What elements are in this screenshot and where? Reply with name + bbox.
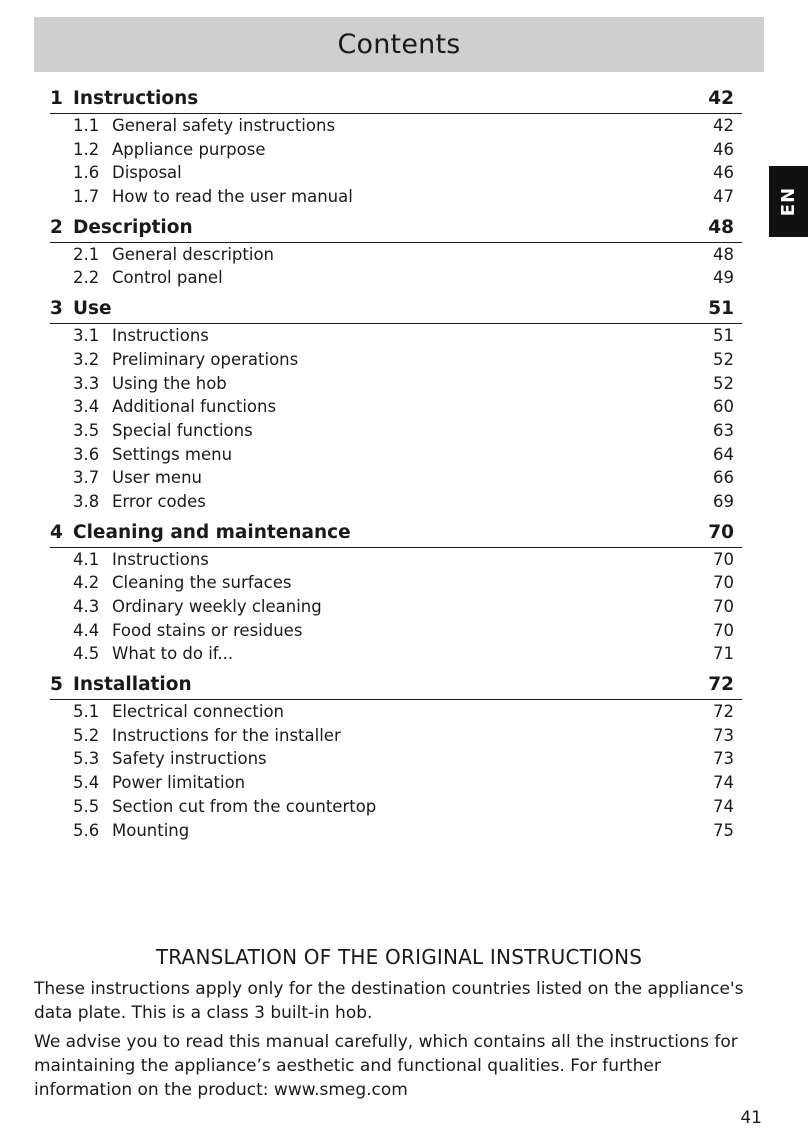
item-number: 3.5 bbox=[73, 420, 100, 440]
item-number: 4.5 bbox=[73, 644, 100, 664]
item-page: 46 bbox=[713, 139, 734, 159]
item-title: What to do if... bbox=[112, 644, 234, 664]
item-number: 3.8 bbox=[73, 491, 100, 511]
section-page: 42 bbox=[708, 88, 734, 109]
section-page: 48 bbox=[708, 216, 734, 238]
item-title: General safety instructions bbox=[112, 116, 336, 135]
item-page: 75 bbox=[713, 820, 734, 840]
item-title: Safety instructions bbox=[112, 749, 267, 769]
item-title: Using the hob bbox=[112, 373, 227, 393]
item-page: 46 bbox=[713, 163, 734, 183]
toc-section bbox=[50, 214, 742, 290]
item-page: 42 bbox=[713, 116, 734, 135]
item-title: User menu bbox=[112, 468, 202, 488]
item-page: 51 bbox=[713, 326, 734, 346]
item-title: Food stains or residues bbox=[112, 620, 303, 640]
section-number: 5 bbox=[50, 674, 63, 696]
toc-section bbox=[50, 519, 742, 666]
item-number: 3.2 bbox=[73, 349, 100, 369]
toc-item[interactable] bbox=[50, 724, 742, 748]
toc-section-heading[interactable] bbox=[50, 519, 742, 548]
item-title: Section cut from the countertop bbox=[112, 796, 377, 816]
item-page: 70 bbox=[713, 549, 734, 569]
item-page: 71 bbox=[713, 644, 734, 664]
item-page: 52 bbox=[713, 349, 734, 369]
item-page: 60 bbox=[713, 397, 734, 417]
item-page: 74 bbox=[713, 796, 734, 816]
item-title: How to read the user manual bbox=[112, 187, 353, 207]
item-number: 5.5 bbox=[73, 796, 100, 816]
item-title: Additional functions bbox=[112, 397, 277, 417]
page-number: 41 bbox=[740, 1108, 762, 1128]
item-number: 4.2 bbox=[73, 573, 100, 593]
item-page: 48 bbox=[713, 244, 734, 264]
item-title: Disposal bbox=[112, 163, 182, 183]
toc-item[interactable] bbox=[50, 395, 742, 419]
item-title: Error codes bbox=[112, 491, 206, 511]
item-page: 70 bbox=[713, 573, 734, 593]
item-number: 3.3 bbox=[73, 373, 100, 393]
item-title: Power limitation bbox=[112, 773, 246, 793]
item-title: Instructions for the installer bbox=[112, 725, 341, 745]
toc-section-heading[interactable] bbox=[50, 295, 742, 324]
footer-notice bbox=[34, 945, 764, 1107]
toc-item[interactable] bbox=[50, 185, 742, 209]
item-number: 5.4 bbox=[73, 773, 100, 793]
footer-paragraph: These instructions apply only for the destination countries listed on the appliance's data plate. This is a class 3 built-in hob. bbox=[34, 979, 744, 1023]
item-title: Electrical connection bbox=[112, 702, 284, 722]
item-title: Ordinary weekly cleaning bbox=[112, 597, 322, 616]
toc-item[interactable] bbox=[50, 490, 742, 514]
item-title: Cleaning the surfaces bbox=[112, 573, 292, 593]
page-title: Contents bbox=[337, 29, 461, 60]
toc-section-heading[interactable] bbox=[50, 85, 742, 114]
toc-item[interactable] bbox=[50, 161, 742, 185]
section-page: 70 bbox=[708, 521, 734, 543]
toc-item[interactable] bbox=[50, 114, 742, 138]
footer-paragraph: We advise you to read this manual carefully, which contains all the instructions for maintaining the appliance’s aesthetic and functional qualities. For further information on the product: www.smeg.com bbox=[34, 1032, 738, 1100]
toc-item[interactable] bbox=[50, 771, 742, 795]
item-title: Special functions bbox=[112, 420, 253, 440]
item-title: Preliminary operations bbox=[112, 349, 299, 369]
item-title: Instructions bbox=[112, 326, 209, 346]
item-number: 5.1 bbox=[73, 702, 100, 722]
section-page: 51 bbox=[708, 298, 734, 320]
item-number: 3.1 bbox=[73, 326, 100, 346]
toc-item[interactable] bbox=[50, 819, 742, 843]
toc-item[interactable] bbox=[50, 700, 742, 724]
item-title: Settings menu bbox=[112, 444, 233, 464]
item-number: 5.2 bbox=[73, 725, 100, 745]
item-title: Control panel bbox=[112, 268, 223, 288]
section-title: Description bbox=[73, 216, 193, 238]
contents-title-bar bbox=[34, 17, 764, 72]
item-page: 47 bbox=[713, 187, 734, 207]
item-page: 49 bbox=[713, 268, 734, 288]
item-number: 3.7 bbox=[73, 468, 100, 488]
toc-section-heading[interactable] bbox=[50, 671, 742, 700]
item-title: Appliance purpose bbox=[112, 139, 266, 159]
translation-heading: TRANSLATION OF THE ORIGINAL INSTRUCTIONS bbox=[155, 945, 643, 969]
item-page: 70 bbox=[713, 597, 734, 616]
item-number: 1.2 bbox=[73, 139, 100, 159]
toc-item[interactable] bbox=[50, 571, 742, 595]
toc-item[interactable] bbox=[50, 443, 742, 467]
toc-item[interactable] bbox=[50, 243, 742, 267]
section-number: 1 bbox=[50, 88, 63, 109]
item-number: 1.7 bbox=[73, 187, 100, 207]
toc-item[interactable] bbox=[50, 642, 742, 666]
item-page: 63 bbox=[713, 420, 734, 440]
item-page: 52 bbox=[713, 373, 734, 393]
language-tab bbox=[769, 166, 808, 237]
item-page: 72 bbox=[713, 702, 734, 722]
toc-item[interactable] bbox=[50, 595, 742, 619]
section-title: Installation bbox=[73, 674, 192, 696]
item-page: 64 bbox=[713, 444, 734, 464]
item-number: 2.2 bbox=[73, 268, 100, 288]
toc-item[interactable] bbox=[50, 372, 742, 396]
section-number: 2 bbox=[50, 216, 63, 238]
toc-item[interactable] bbox=[50, 619, 742, 643]
item-number: 4.3 bbox=[73, 597, 100, 616]
toc-item[interactable] bbox=[50, 466, 742, 490]
item-title: General description bbox=[112, 244, 275, 264]
item-number: 2.1 bbox=[73, 244, 100, 264]
item-number: 5.6 bbox=[73, 820, 100, 840]
item-number: 1.6 bbox=[73, 163, 100, 183]
toc-section bbox=[50, 85, 742, 209]
section-page: 72 bbox=[708, 674, 734, 696]
item-title: Instructions bbox=[112, 549, 209, 569]
toc-item[interactable] bbox=[50, 266, 742, 290]
item-page: 70 bbox=[713, 620, 734, 640]
item-number: 3.4 bbox=[73, 397, 100, 417]
item-number: 4.4 bbox=[73, 620, 100, 640]
item-page: 66 bbox=[713, 468, 734, 488]
item-page: 69 bbox=[713, 491, 734, 511]
item-page: 73 bbox=[713, 749, 734, 769]
item-number: 3.6 bbox=[73, 444, 100, 464]
toc-section bbox=[50, 295, 742, 514]
item-number: 4.1 bbox=[73, 549, 100, 569]
toc-item[interactable] bbox=[50, 747, 742, 771]
toc-item[interactable] bbox=[50, 138, 742, 162]
toc-item[interactable] bbox=[50, 548, 742, 572]
section-title: Cleaning and maintenance bbox=[73, 521, 351, 543]
section-number: 4 bbox=[50, 521, 63, 543]
toc-section-heading[interactable] bbox=[50, 214, 742, 243]
table-of-contents bbox=[50, 85, 742, 847]
section-number: 3 bbox=[50, 298, 63, 320]
item-number: 5.3 bbox=[73, 749, 100, 769]
item-page: 73 bbox=[713, 725, 734, 745]
toc-section bbox=[50, 671, 742, 842]
section-title: Instructions bbox=[73, 88, 199, 109]
toc-item[interactable] bbox=[50, 348, 742, 372]
item-number: 1.1 bbox=[73, 116, 100, 135]
item-page: 74 bbox=[713, 773, 734, 793]
toc-item[interactable] bbox=[50, 324, 742, 348]
toc-item[interactable] bbox=[50, 795, 742, 819]
section-title: Use bbox=[73, 298, 112, 320]
item-title: Mounting bbox=[112, 820, 190, 840]
language-tab-label: EN bbox=[778, 186, 799, 217]
toc-item[interactable] bbox=[50, 419, 742, 443]
